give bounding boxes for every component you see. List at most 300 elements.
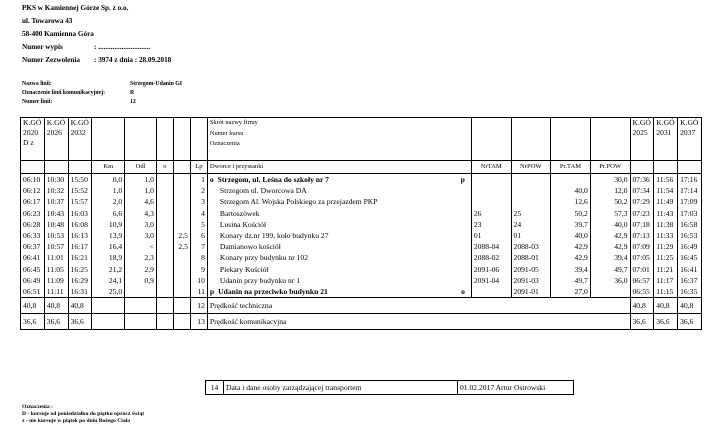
footer-label: Data i dane osoby zarządzającej transportem [224,381,458,395]
time-cell: 10:53 [44,230,68,241]
stop-name-wrap [210,230,469,241]
lp-cell: 5 [190,219,207,230]
lp-cell: 9 [190,264,207,275]
stop-name-cell [207,219,471,230]
time-cell: 06:12 [21,185,45,196]
odl-cell: 1,0 [125,174,157,186]
odl2-cell [173,185,190,196]
table-row [21,185,702,196]
blank-header [173,161,190,174]
footer-value: 01.02.2017 Artur Ostrowski [458,381,574,395]
stop-name-wrap [210,241,469,252]
blank-cell [173,314,190,330]
time-cell: 17:09 [678,196,702,207]
time-cell: 16:35 [678,286,702,298]
km-cell: 6,6 [92,208,125,219]
time-cell: 10:30 [44,174,68,186]
legend-item: z - nie kursuje w piątek po dniu Bożego Ciała [22,418,130,424]
time-cell: 06:57 [630,275,654,286]
prtam-cell: 42,9 [551,252,591,263]
legend-title: Oznaczenia : [22,404,53,410]
prtam-cell: 49,7 [551,275,591,286]
table-row [21,174,702,186]
blank-header [173,118,190,161]
lp-cell: 6 [190,230,207,241]
nrtam-cell [471,286,511,298]
prpow-cell: 50,2 [590,196,630,207]
time-cell: 11:33 [654,230,678,241]
odl-cell: 0,9 [125,275,157,286]
blank-header [125,118,157,161]
speed-value: 36,6 [678,314,702,330]
company-name: PKS w Kamiennej Górze Sp. z o.o. [22,4,129,12]
lp-cell: 3 [190,196,207,207]
time-cell: 11:21 [654,264,678,275]
stop-name-wrap [210,196,469,207]
stop-name: Strzegom, ul. Leśna do szkoły nr 7 [217,175,329,184]
o-cell [156,264,173,275]
time-cell: 16:37 [678,275,702,286]
time-cell: 11:05 [44,264,68,275]
stop-name-wrap [210,264,469,275]
stop-left [210,230,329,241]
time-cell: 06:33 [21,230,45,241]
stop-flag [465,241,469,252]
blank-cell [92,314,125,330]
time-cell: 16:08 [68,219,92,230]
time-cell: 06:41 [21,252,45,263]
time-cell: 06:23 [21,208,45,219]
prpow-cell: 40,0 [590,219,630,230]
stop-left [210,275,300,286]
stop-flag [465,196,469,207]
stop-mark: p [209,287,215,297]
blank-header [590,118,630,161]
stop-name-cell [207,185,471,196]
nrpow-cell [511,185,551,196]
blank-cell [156,298,173,314]
odl2-cell [173,264,190,275]
prtam-cell: 27,0 [551,286,591,298]
odl2-cell [173,252,190,263]
time-cell: 06:37 [21,241,45,252]
time-cell: 06:55 [630,286,654,298]
blank-cell [125,314,157,330]
km-cell: 18,9 [92,252,125,263]
course-header-right-3: K.GÓ 2037 [678,118,702,161]
stop-name: Lusina Kościół [219,219,267,229]
stop-name-wrap [210,252,469,263]
course-header-right-1: K.GÓ 2025 [630,118,654,161]
prpow-cell: 30,0 [590,174,630,186]
blank-header [92,118,125,161]
odl-cell [125,286,157,298]
odl2-cell [173,286,190,298]
nrpow-cell: 2091-01 [511,286,551,298]
blank-header [511,118,551,161]
line-name-value: Strzegom-Udanin GI [130,81,183,87]
time-cell: 07:29 [630,196,654,207]
prpow-cell [590,286,630,298]
odl2-cell [173,196,190,207]
time-cell: 06:28 [21,219,45,230]
prpow-cell: 57,3 [590,208,630,219]
responsible-person-table [205,380,574,395]
stop-name-wrap [210,174,469,185]
km-cell: 13,9 [92,230,125,241]
speed-value: 40,8 [630,298,654,314]
speed-value: 36,6 [44,314,68,330]
time-cell: 16:49 [678,241,702,252]
stop-left [210,208,260,219]
blank-header [68,161,92,174]
km-cell: 21,2 [92,264,125,275]
prtam-cell: 12,6 [551,196,591,207]
stop-name-wrap [210,219,469,230]
time-cell: 10:43 [44,208,68,219]
stop-name-wrap [210,185,469,196]
time-cell: 07:23 [630,208,654,219]
speed-value: 36,6 [654,314,678,330]
license-line [22,56,172,65]
summary-label: Prędkość komunikacyjna [207,314,630,330]
time-cell: 11:43 [654,208,678,219]
odl2-cell [173,208,190,219]
prtam-cell: 39,7 [551,219,591,230]
stop-flag [465,275,469,286]
blank-cell [173,298,190,314]
time-cell: 17:16 [678,174,702,186]
nrtam-cell: 2088-04 [471,241,511,252]
speed-value: 40,8 [21,298,45,314]
o-cell [156,219,173,230]
time-cell: 11:09 [44,275,68,286]
km-cell: 16,4 [92,241,125,252]
o-cell [156,196,173,207]
line-comm-value: R [130,90,135,96]
table-row [21,230,702,241]
table-row [21,286,702,298]
time-cell: 16:25 [68,264,92,275]
o-cell [156,174,173,186]
line-number-value: 12 [130,99,136,105]
blank-cell [156,314,173,330]
time-cell: 06:10 [21,174,45,186]
header-row-columns [21,161,702,174]
nrtam-header: NrTAM [471,161,511,174]
prtam-cell: 39,4 [551,264,591,275]
km-cell: 24,1 [92,275,125,286]
speed-value: 36,6 [630,314,654,330]
lp-cell: 8 [190,252,207,263]
nrpow-header: NrPOW [511,161,551,174]
table-row [21,264,702,275]
time-cell: 16:58 [678,219,702,230]
km-header: Km [92,161,125,174]
course-header-left-1: K.GÓ 2020 D z [21,118,45,161]
course-header-right-2: K.GÓ 2031 [654,118,678,161]
prtam-cell [551,174,591,186]
permit-value: : ............................. [94,43,151,51]
nrtam-cell [471,174,511,186]
time-cell: 11:54 [654,185,678,196]
summary-row [21,298,702,314]
prpow-cell: 42,9 [590,241,630,252]
nrtam-cell [471,185,511,196]
stop-left [210,241,281,252]
lp-cell: 2 [190,185,207,196]
stop-name: Bartoszówek [219,208,260,218]
time-cell: 11:15 [654,286,678,298]
stop-left [210,264,269,275]
odl-cell: 1,0 [125,185,157,196]
time-cell: 11:11 [44,286,68,298]
nrtam-cell [471,196,511,207]
time-cell: 07:05 [630,252,654,263]
nrtam-cell: 2091-04 [471,275,511,286]
prtam-cell: 40,0 [551,230,591,241]
time-cell: 11:17 [654,275,678,286]
odl2-cell: 2,5 [173,241,190,252]
lp-cell: 10 [190,275,207,286]
course-header-left-2: K.GÓ 2026 [44,118,68,161]
time-cell: 15:57 [68,196,92,207]
stop-name: Konary przy budynku nr 102 [219,253,309,263]
time-cell: 07:01 [630,264,654,275]
blank-cell [125,298,157,314]
o-cell [156,208,173,219]
stop-flag: p [460,175,465,184]
speed-value: 36,6 [68,314,92,330]
odl-cell: 3,0 [125,230,157,241]
stop-left [210,286,328,297]
o-cell [156,241,173,252]
table-row [21,275,702,286]
time-cell: 07:09 [630,241,654,252]
nrpow-cell [511,174,551,186]
lp-cell: 1 [190,174,207,186]
info-header: Skrót nazwy firmy Numer kursu Oznaczenia [207,118,471,161]
prtam-cell: 40,0 [551,185,591,196]
stop-left [210,185,307,196]
lp-cell: 4 [190,208,207,219]
time-cell: 16:03 [68,208,92,219]
license-label: Numer Zezwolenia [22,56,80,64]
nrtam-cell: 2088-02 [471,252,511,263]
odl-header: Odl [125,161,157,174]
table-row [21,219,702,230]
lp-header: Lp [190,161,207,174]
stop-flag [465,264,469,275]
stop-name-wrap [210,208,469,219]
time-cell: 11:01 [44,252,68,263]
time-cell: 11:56 [654,174,678,186]
speed-value: 40,8 [44,298,68,314]
stop-flag [465,252,469,263]
km-cell: 25,0 [92,286,125,298]
stop-flag: o [461,287,465,297]
nrpow-cell: 01 [511,230,551,241]
blank-header [156,118,173,161]
time-cell: 17:14 [678,185,702,196]
summary-label: Prędkość techniczna [207,298,630,314]
time-cell: 06:49 [21,275,45,286]
nrtam-cell: 26 [471,208,511,219]
o-cell [156,275,173,286]
odl2-cell: 2,5 [173,230,190,241]
stop-name: Strzegom ul. Dworcowa DA [219,186,307,196]
blank-header [678,161,702,174]
km-cell: 10,9 [92,219,125,230]
stop-name-cell [207,286,471,298]
prtam-cell: 50,2 [551,208,591,219]
footer-lp: 14 [206,381,224,395]
permit-label: Numer wypis [22,43,63,51]
time-cell: 10:48 [44,219,68,230]
stop-name: Udanin przy budynku nr 1 [219,275,301,285]
stop-left [210,219,266,230]
o-cell [156,252,173,263]
stop-name-cell [207,241,471,252]
time-cell: 06:45 [21,264,45,275]
prtam-cell: 42,9 [551,241,591,252]
o-cell [156,230,173,241]
time-cell: 11:49 [654,196,678,207]
blank-header [190,118,207,161]
time-cell: 16:13 [68,230,92,241]
stop-left [210,252,308,263]
time-cell: 16:53 [678,230,702,241]
time-cell: 06:51 [21,286,45,298]
prpow-cell: 36,0 [590,275,630,286]
blank-header [630,161,654,174]
blank-header [21,161,45,174]
prpow-cell: 39,4 [590,252,630,263]
lp-cell: 7 [190,241,207,252]
nrpow-cell: 2091-03 [511,275,551,286]
stop-left [210,174,329,185]
table-row [21,241,702,252]
stop-name: Konary dz.nr 199, koło budynku 27 [219,231,329,241]
odl-cell: 2,3 [125,252,157,263]
stop-name-cell [207,252,471,263]
time-cell: 16:41 [678,264,702,275]
prtam-header: Pr.TAM [551,161,591,174]
time-cell: 11:29 [654,241,678,252]
speed-value: 40,8 [68,298,92,314]
o-cell [156,286,173,298]
time-cell: 16:17 [68,241,92,252]
odl2-cell [173,275,190,286]
time-cell: 10:37 [44,196,68,207]
stop-name-cell [207,230,471,241]
prpow-header: Pr.POW [590,161,630,174]
legend-item: D - kursuje od poniedziałku do piątku oprócz świąt [22,411,145,417]
km-cell: 1,0 [92,185,125,196]
blank-cell [92,298,125,314]
odl-cell: 4,6 [125,196,157,207]
time-cell: 15:52 [68,185,92,196]
time-cell: 16:31 [68,286,92,298]
prpow-cell: 49,7 [590,264,630,275]
stop-name-cell [207,264,471,275]
table-row [21,208,702,219]
o-header: o [156,161,173,174]
stop-name: Damianowo kościół [219,242,281,252]
course-header-left-3: K.GÓ 2032 [68,118,92,161]
company-city: 58-400 Kamienna Góra [22,30,94,38]
odl-cell: < [125,241,157,252]
odl2-cell [173,174,190,186]
nrtam-cell: 01 [471,230,511,241]
stop-name-cell [207,174,471,186]
o-cell [156,185,173,196]
header-row-courses [21,118,702,161]
stop-flag [465,185,469,196]
odl-cell: 4,3 [125,208,157,219]
time-cell: 07:18 [630,219,654,230]
blank-header [654,161,678,174]
stop-name-cell [207,275,471,286]
nrpow-cell [511,196,551,207]
permit-line [22,43,151,52]
time-cell: 11:38 [654,219,678,230]
stop-name: Strzegom Al. Wojska Polskiego za przejazdem PKP [219,197,378,207]
odl-cell: 2,9 [125,264,157,275]
time-cell: 15:50 [68,174,92,186]
speed-value: 40,8 [678,298,702,314]
table-row [21,196,702,207]
stop-left [210,196,378,207]
nrtam-cell: 2091-06 [471,264,511,275]
stop-name: Udanin na przeciwko budynku 21 [218,287,328,297]
time-cell: 07:36 [630,174,654,186]
lp-cell: 11 [190,286,207,298]
company-street: ul. Towarowa 43 [22,17,73,25]
time-cell: 17:03 [678,208,702,219]
timetable [20,117,702,330]
nrtam-cell: 23 [471,219,511,230]
blank-header [44,161,68,174]
time-cell: 10:32 [44,185,68,196]
prpow-cell: 12,0 [590,185,630,196]
stop-mark: o [209,175,214,184]
km-cell: 0,0 [92,174,125,186]
stop-name-cell [207,208,471,219]
time-cell: 07:13 [630,230,654,241]
nrpow-cell: 2091-05 [511,264,551,275]
stop-flag [465,219,469,230]
summary-lp: 13 [190,314,207,330]
km-cell: 2,0 [92,196,125,207]
odl-cell: 3,0 [125,219,157,230]
stop-flag [465,208,469,219]
prpow-cell: 42,9 [590,230,630,241]
line-comm-label: Oznaczenie linii komunikacyjnej: [22,90,106,96]
stop-name-cell [207,196,471,207]
odl2-cell [173,219,190,230]
blank-header [551,118,591,161]
stop-name: Piekary Kościół [219,264,269,274]
time-cell: 16:29 [68,275,92,286]
responsible-person-row [206,381,574,395]
license-value: : 3974 z dnia : 28.09.2018 [94,56,172,64]
time-cell: 07:34 [630,185,654,196]
nrpow-cell: 2088-01 [511,252,551,263]
nrpow-cell: 2088-03 [511,241,551,252]
time-cell: 16:21 [68,252,92,263]
stop-flag [465,230,469,241]
